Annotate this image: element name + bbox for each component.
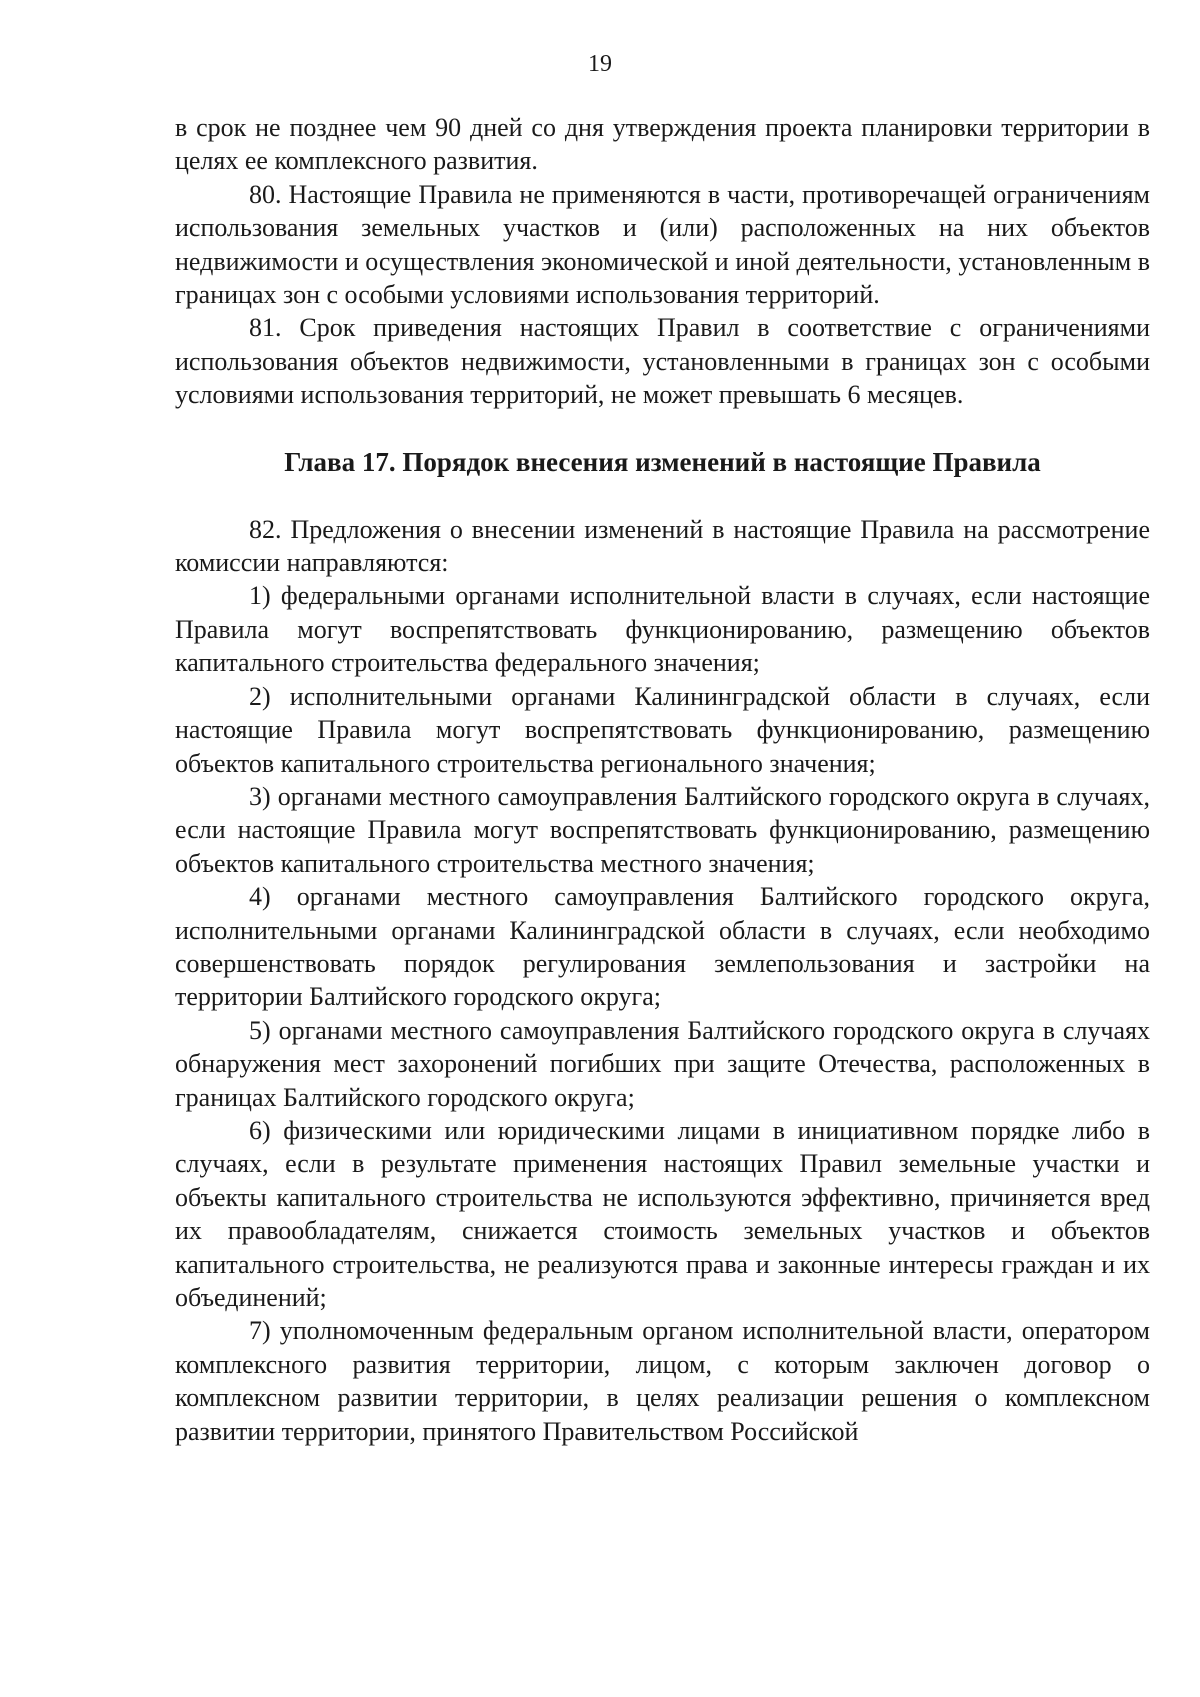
paragraph-80: 80. Настоящие Правила не применяются в части, противоречащей ограничениям использования земельных участков и (или) расположенных на них объектов недвижимости и осуществления экономической и иной деятельности, установленным в границах зон с особыми условиями использования территорий. bbox=[175, 179, 1150, 310]
document-body bbox=[175, 111, 1150, 1448]
list-item-5: 5) органами местного самоуправления Балтийского городского округа в случаях обнаружения мест захоронений погибших при защите Отечества, расположенных в границах Балтийского городского округа; bbox=[175, 1015, 1150, 1112]
paragraph-continuation: в срок не позднее чем 90 дней со дня утверждения проекта планировки территории в целях ее комплексного развития. bbox=[175, 113, 1150, 176]
paragraph-81: 81. Срок приведения настоящих Правил в соответствие с ограничениями использования объектов недвижимости, установленными в границах зон с особыми условиями использования территорий, не может превышать 6 месяцев. bbox=[175, 313, 1150, 410]
chapter-title: Глава 17. Порядок внесения изменений в настоящие Правила bbox=[284, 446, 1041, 477]
list-item-6: 6) физическими или юридическими лицами в инициативном порядке либо в случаях, если в результате применения настоящих Правил земельные участки и объекты капитального строительства не используются эффективно, причиняется вред их правообладателям, снижается стоимость земельных участков и объектов капитального строительства, не реализуются права и законные интересы граждан и их объединений; bbox=[175, 1115, 1150, 1312]
list-item-7: 7) уполномоченным федеральным органом исполнительной власти, оператором комплексного развития территории, лицом, с которым заключен договор о комплексном развитии территории, в целях реализации решения о комплексном развитии территории, принятого Правительством Российской bbox=[175, 1316, 1150, 1446]
list-item-2: 2) исполнительными органами Калининградской области в случаях, если настоящие Правила могут воспрепятствовать функционированию, размещению объектов капитального строительства регионального значения; bbox=[175, 681, 1150, 778]
page-number: 19 bbox=[588, 51, 612, 77]
list-item-1: 1) федеральными органами исполнительной власти в случаях, если настоящие Правила могут воспрепятствовать функционированию, размещению объектов капитального строительства федерального значения; bbox=[175, 581, 1150, 678]
paragraph-82: 82. Предложения о внесении изменений в настоящие Правила на рассмотрение комиссии направляются: bbox=[175, 514, 1150, 578]
list-item-3: 3) органами местного самоуправления Балтийского городского округа в случаях, если настоящие Правила могут воспрепятствовать функционированию, размещению объектов капитального строительства местного значения; bbox=[175, 781, 1150, 878]
list-item-4: 4) органами местного самоуправления Балтийского городского округа, исполнительными органами Калининградской области в случаях, если необходимо совершенствовать порядок регулирования землепользования и застройки на территории Балтийского городского округа; bbox=[175, 882, 1150, 1012]
